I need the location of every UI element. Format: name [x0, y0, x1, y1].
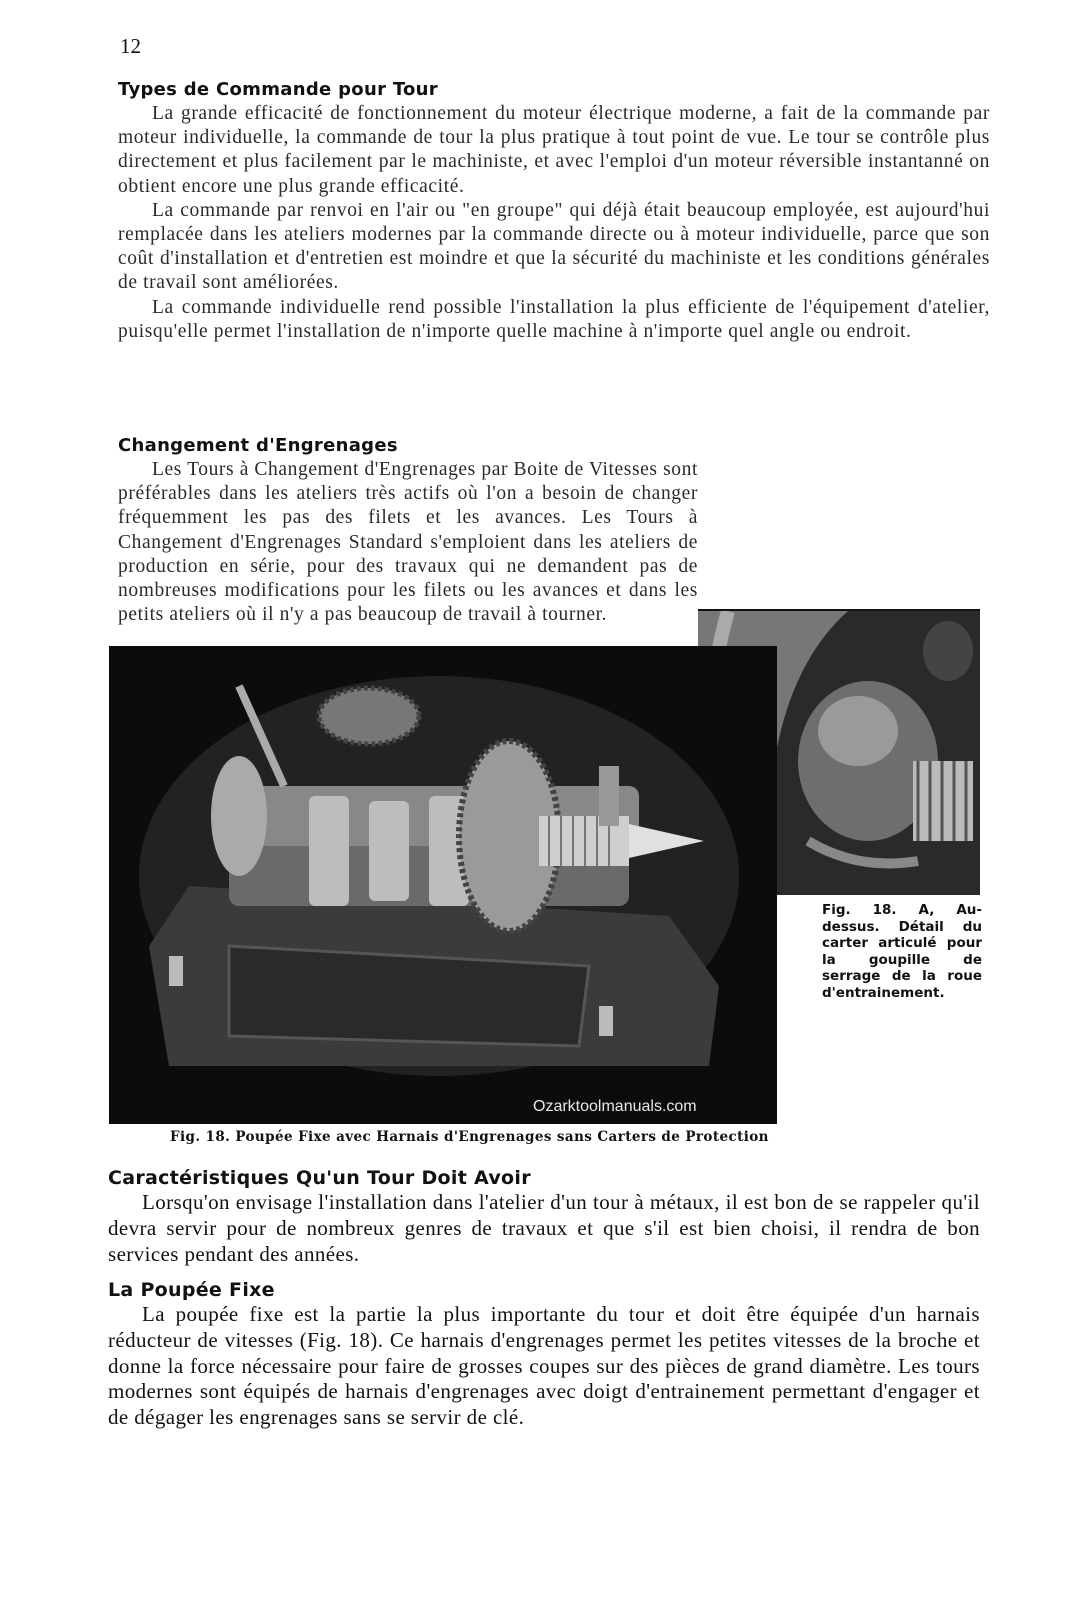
section-changement-engrenages [118, 434, 990, 627]
section-poupee-fixe [108, 1278, 980, 1431]
watermark: Ozarktoolmanuals.com [533, 1098, 697, 1115]
paragraph: La grande efficacité de fonctionnement du moteur électrique moderne, a fait de la commande par moteur individuelle, la commande de tour la plus pratique à tout point de vue. Le tour se contrôle plus directement et plus facilement par le machiniste, et avec l'emploi d'un moteur réversible instantanné on obtient encore une plus grande efficacité. [118, 103, 990, 197]
paragraph: Les Tours à Changement d'Engrenages par Boite de Vitesses sont préférables dans les ateliers très actifs où l'on a besoin de changer fréquemment les pas des filets et les avances. Les Tours à Changement d'Engrenages Standard s'emploient dans les ateliers de production en série, pour des travaux qui ne demandent pas de nombreuses modifications pour les filets ou les avances et dans les petits ateliers où il n'y a pas beaucoup de travail à tourner. [118, 459, 698, 626]
figure-18-caption: Fig. 18. Poupée Fixe avec Harnais d'Engrenages sans Carters de Protection [170, 1129, 769, 1145]
section-heading: Changement d'Engrenages [118, 435, 398, 456]
section-heading: La Poupée Fixe [108, 1279, 275, 1301]
section-heading: Types de Commande pour Tour [118, 79, 438, 100]
figure-18a-caption: Fig. 18. A, Au-dessus. Détail du carter articulé pour la goupille de serrage de la roue d'entrainement. [822, 902, 982, 1001]
figure-18-photo [109, 646, 777, 1124]
page-number: 12 [120, 34, 141, 58]
section-heading: Caractéristiques Qu'un Tour Doit Avoir [108, 1167, 531, 1189]
paragraph: La commande par renvoi en l'air ou "en groupe" qui déjà était beaucoup employée, est aujourd'hui remplacée dans les ateliers modernes par la commande directe ou à moteur individuelle, parce que son coût d'installation et d'entretien est moindre et que la sécurité du machiniste et les conditions générales de travail sont améliorées. [118, 199, 990, 294]
paragraph: Lorsqu'on envisage l'installation dans l'atelier d'un tour à métaux, il est bon de se rappeler qu'il devra servir pour de nombreux genres de travaux et que s'il est bien choisi, il rendra de bon services pendant des années. [108, 1190, 980, 1266]
section-types-de-commande [118, 78, 990, 344]
paragraph: La poupée fixe est la partie la plus importante du tour et doit être équipée d'un harnais réducteur de vitesses (Fig. 18). Ce harnais d'engrenages permet les petites vitesses de la broche et donne la force nécessaire pour faire de grosses coupes sur des pièces de grand diamètre. Les tours modernes sont équipés de harnais d'engrenages avec doigt d'entrainement permettant d'engager et de dégager les engrenages sans se servir de clé. [108, 1302, 980, 1430]
section-caracteristiques [108, 1166, 980, 1267]
paragraph: La commande individuelle rend possible l'installation la plus efficiente de l'équipement d'atelier, puisqu'elle permet l'installation de n'importe quelle machine à n'importe quel angle ou endroit. [118, 296, 990, 342]
